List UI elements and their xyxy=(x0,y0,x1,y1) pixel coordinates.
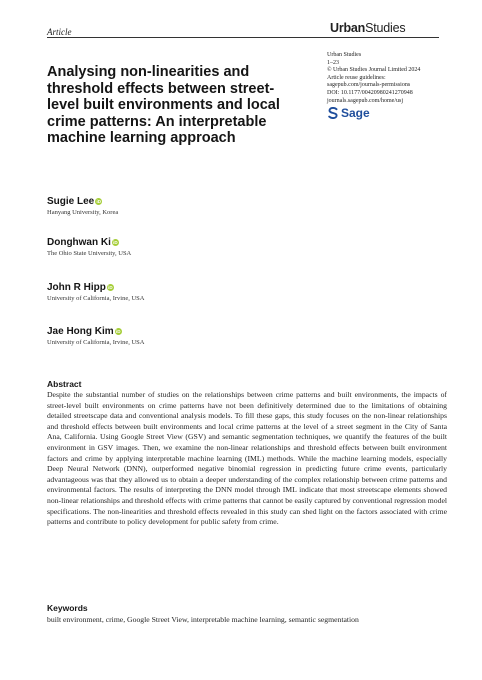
meta-journal-link[interactable]: journals.sagepub.com/home/usj xyxy=(327,97,403,104)
journal-meta xyxy=(327,52,457,105)
author-block xyxy=(47,326,144,346)
author-affiliation: The Ohio State University, USA xyxy=(47,250,132,257)
author-affiliation: University of California, Irvine, USA xyxy=(47,295,145,302)
meta-journal: Urban Studies xyxy=(327,52,362,58)
meta-reuse-label: Article reuse guidelines: xyxy=(327,74,386,81)
orcid-icon[interactable]: iD xyxy=(115,329,121,334)
meta-permissions-link[interactable]: sagepub.com/journals-permissions xyxy=(327,82,411,89)
author-block xyxy=(47,282,144,302)
meta-doi[interactable]: DOI: 10.1177/00420980241270948 xyxy=(327,89,413,96)
publisher-logo xyxy=(328,106,370,120)
keywords-heading: Keywords xyxy=(47,603,88,613)
article-type-label: Article xyxy=(47,27,72,37)
author-block xyxy=(47,196,118,216)
article-title: Analysing non-linearities and threshold effects between street-level built environments and local crime patterns: An interpretable machine learning approach xyxy=(47,64,280,147)
abstract-body: Despite the substantial number of studies on the relationships between crime patterns and built environments, the impacts of street-level built environments on crime patterns have not been definitively determined due to the limitations of obtaining detailed streetscape data and conventional analysis models. To fill these gaps, this study focuses on the non-linear relationships and threshold effects between built environments and local crime patterns at the level of a street segment in the City of Santa Ana, California. Using Google Street View (GSV) and semantic segmentation techniques, we quantify the features of the built environment in GSV images. Then, we examine the non-linear relationships and threshold effects between built environment factors and crime by applying interpretable machine learning (IML) methods. While the machine learning models, especially Deep Neural Network (DNN), outperformed negative binomial regression in predicting future crime events, particularly advantageous was that they allowed us to obtain a deeper understanding of the complex relationship between crime patterns and environmental factors. The results of interpreting the DNN model through IML indicate that most streetscape elements showed non-linear relationships and threshold effects with crime patterns that cannot be easily captured by conventional regression model specifications. The non-linearities and threshold effects revealed in this study can shed light on the factors associated with crime patterns and contribute to policy development for public safety from crime. xyxy=(47,390,447,527)
header-rule xyxy=(47,37,439,38)
orcid-icon[interactable]: iD xyxy=(96,199,101,204)
meta-pages: 1–23 xyxy=(327,59,339,66)
orcid-icon[interactable]: iD xyxy=(113,240,118,245)
publisher-name: Sage xyxy=(341,106,370,120)
abstract-heading: Abstract xyxy=(47,379,82,389)
orcid-icon[interactable]: iD xyxy=(108,285,113,290)
author-name: Donghwan Ki iD xyxy=(47,237,118,248)
author-affiliation: University of California, Irvine, USA xyxy=(47,339,145,346)
author-block xyxy=(47,237,131,257)
author-name: Sugie Lee iD xyxy=(47,196,101,207)
meta-copyright: © Urban Studies Journal Limited 2024 xyxy=(327,67,421,74)
author-affiliation: Hanyang University, Korea xyxy=(47,209,119,216)
author-name: John R Hipp iD xyxy=(47,282,113,293)
journal-brand-logo xyxy=(330,21,405,35)
keywords-list: built environment, crime, Google Street View, interpretable machine learning, semantic segmentation xyxy=(47,615,359,624)
author-name: Jae Hong Kim iD xyxy=(47,326,121,337)
journal-brand-bold: Urban xyxy=(330,21,366,35)
sage-s-icon xyxy=(328,107,338,119)
journal-brand-light: Studies xyxy=(365,21,406,35)
